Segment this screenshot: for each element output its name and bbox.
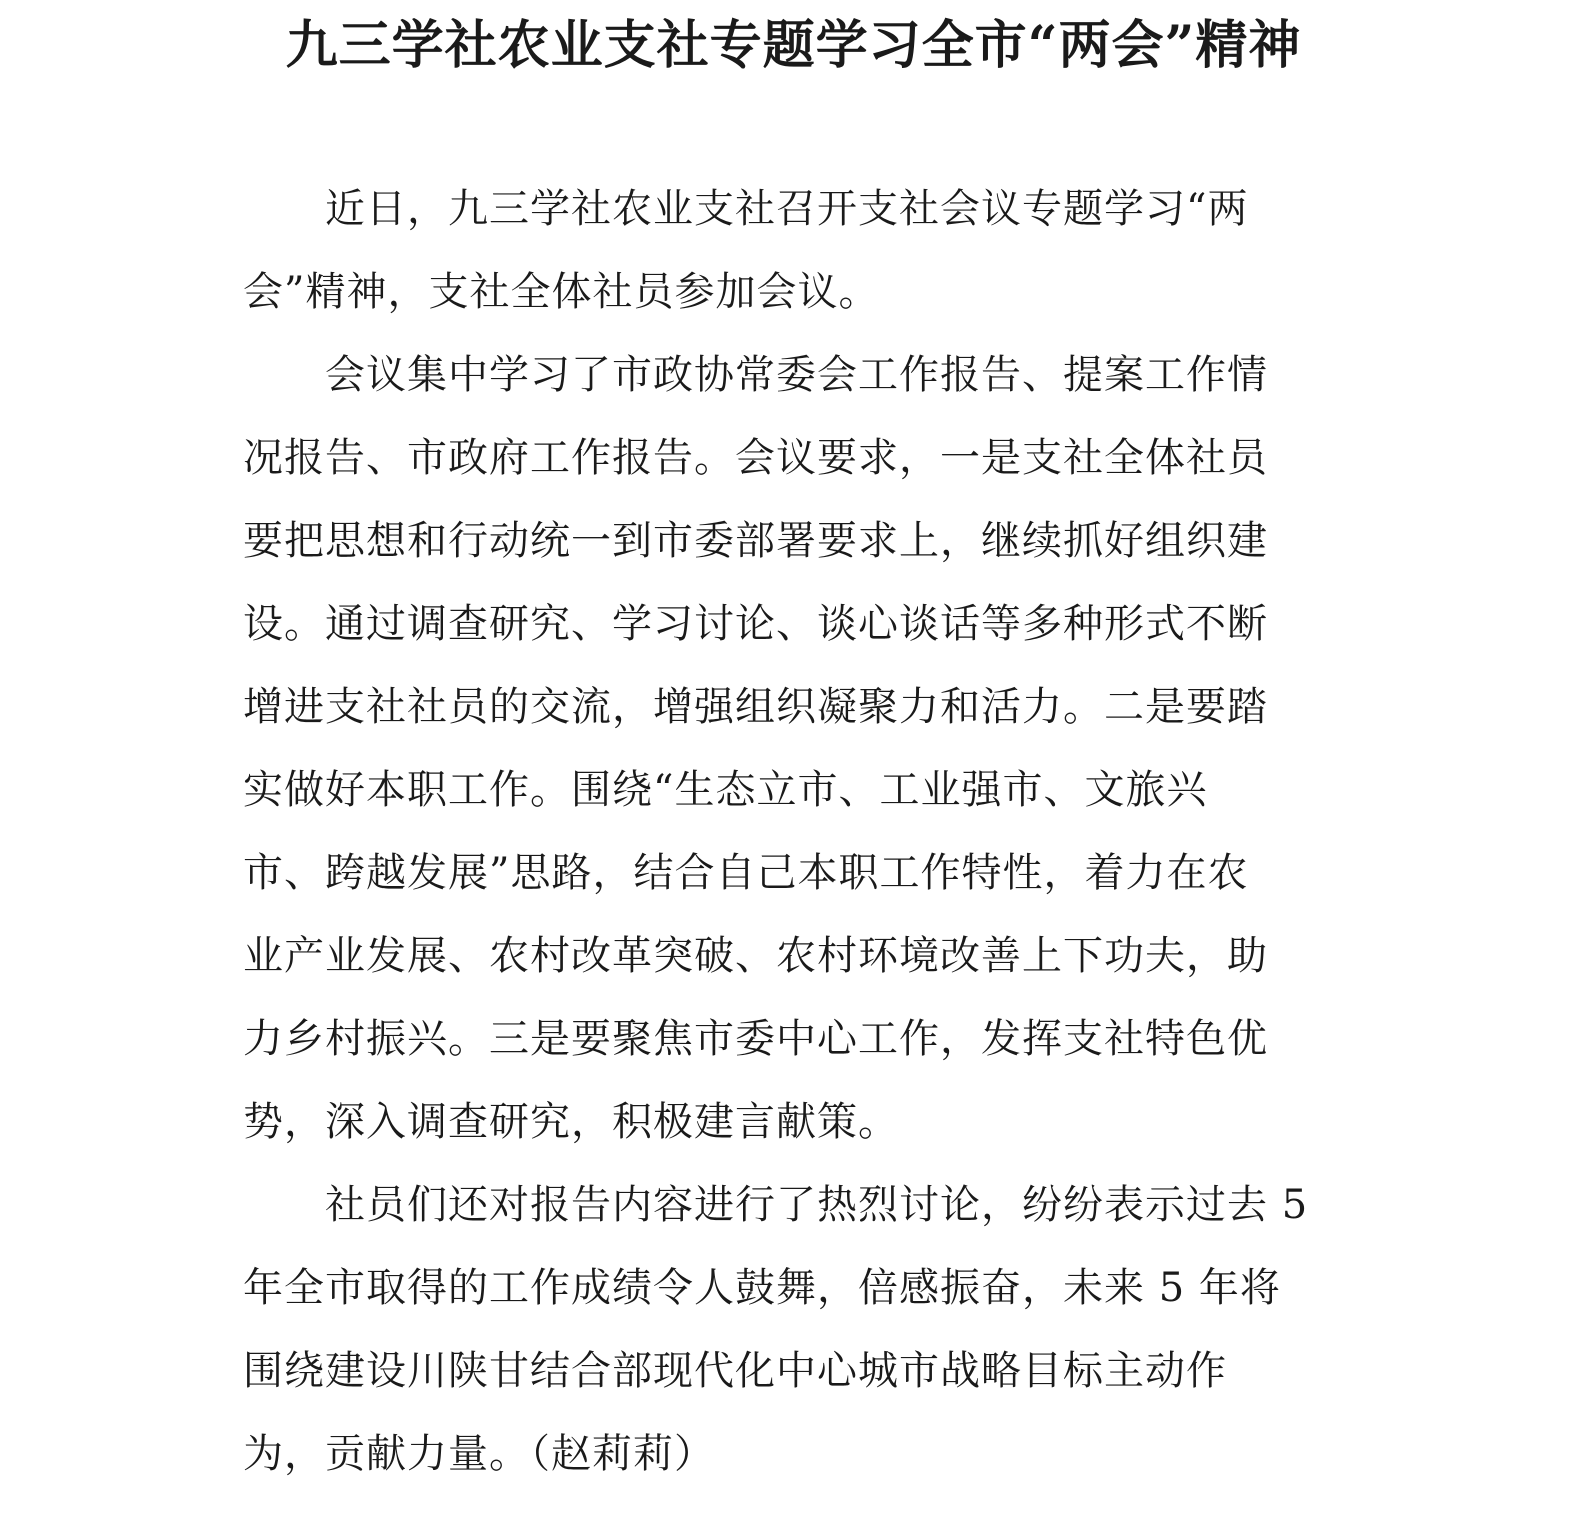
paragraph-line: 设。通过调查研究、学习讨论、谈心谈话等多种形式不断 bbox=[243, 601, 1268, 647]
paragraph-line: 近日，九三学社农业支社召开支社会议专题学习“两 bbox=[325, 186, 1249, 232]
document-body bbox=[243, 168, 1343, 1496]
document-title: 九三学社农业支社专题学习全市“两会”精神 bbox=[285, 15, 1302, 76]
paragraph-line: 况报告、市政府工作报告。会议要求，一是支社全体社员 bbox=[243, 435, 1268, 481]
paragraph-line: 势，深入调查研究，积极建言献策。 bbox=[243, 1099, 899, 1145]
paragraph-2 bbox=[243, 334, 1343, 1164]
paragraph-line: 会议集中学习了市政协常委会工作报告、提案工作情 bbox=[325, 352, 1268, 398]
paragraph-line: 增进支社社员的交流，增强组织凝聚力和活力。二是要踏 bbox=[243, 684, 1268, 730]
paragraph-line: 力乡村振兴。三是要聚焦市委中心工作，发挥支社特色优 bbox=[243, 1016, 1268, 1062]
paragraph-line: 要把思想和行动统一到市委部署要求上，继续抓好组织建 bbox=[243, 518, 1268, 564]
paragraph-line: 实做好本职工作。围绕“生态立市、工业强市、文旅兴 bbox=[243, 767, 1208, 813]
paragraph-line: 会”精神，支社全体社员参加会议。 bbox=[243, 269, 880, 315]
paragraph-3 bbox=[243, 1164, 1343, 1496]
paragraph-line: 围绕建设川陕甘结合部现代化中心城市战略目标主动作 bbox=[243, 1348, 1227, 1394]
paragraph-line: 社员们还对报告内容进行了热烈讨论，纷纷表示过去 5 bbox=[325, 1182, 1309, 1228]
paragraph-line: 业产业发展、农村改革突破、农村环境改善上下功夫，助 bbox=[243, 933, 1268, 979]
paragraph-1 bbox=[243, 168, 1343, 334]
paragraph-line: 市、跨越发展”思路，结合自己本职工作特性，着力在农 bbox=[243, 850, 1249, 896]
paragraph-line: 年全市取得的工作成绩令人鼓舞，倍感振奋，未来 5 年将 bbox=[243, 1265, 1281, 1311]
paragraph-line: 为，贡献力量。（赵莉莉） bbox=[243, 1431, 715, 1477]
